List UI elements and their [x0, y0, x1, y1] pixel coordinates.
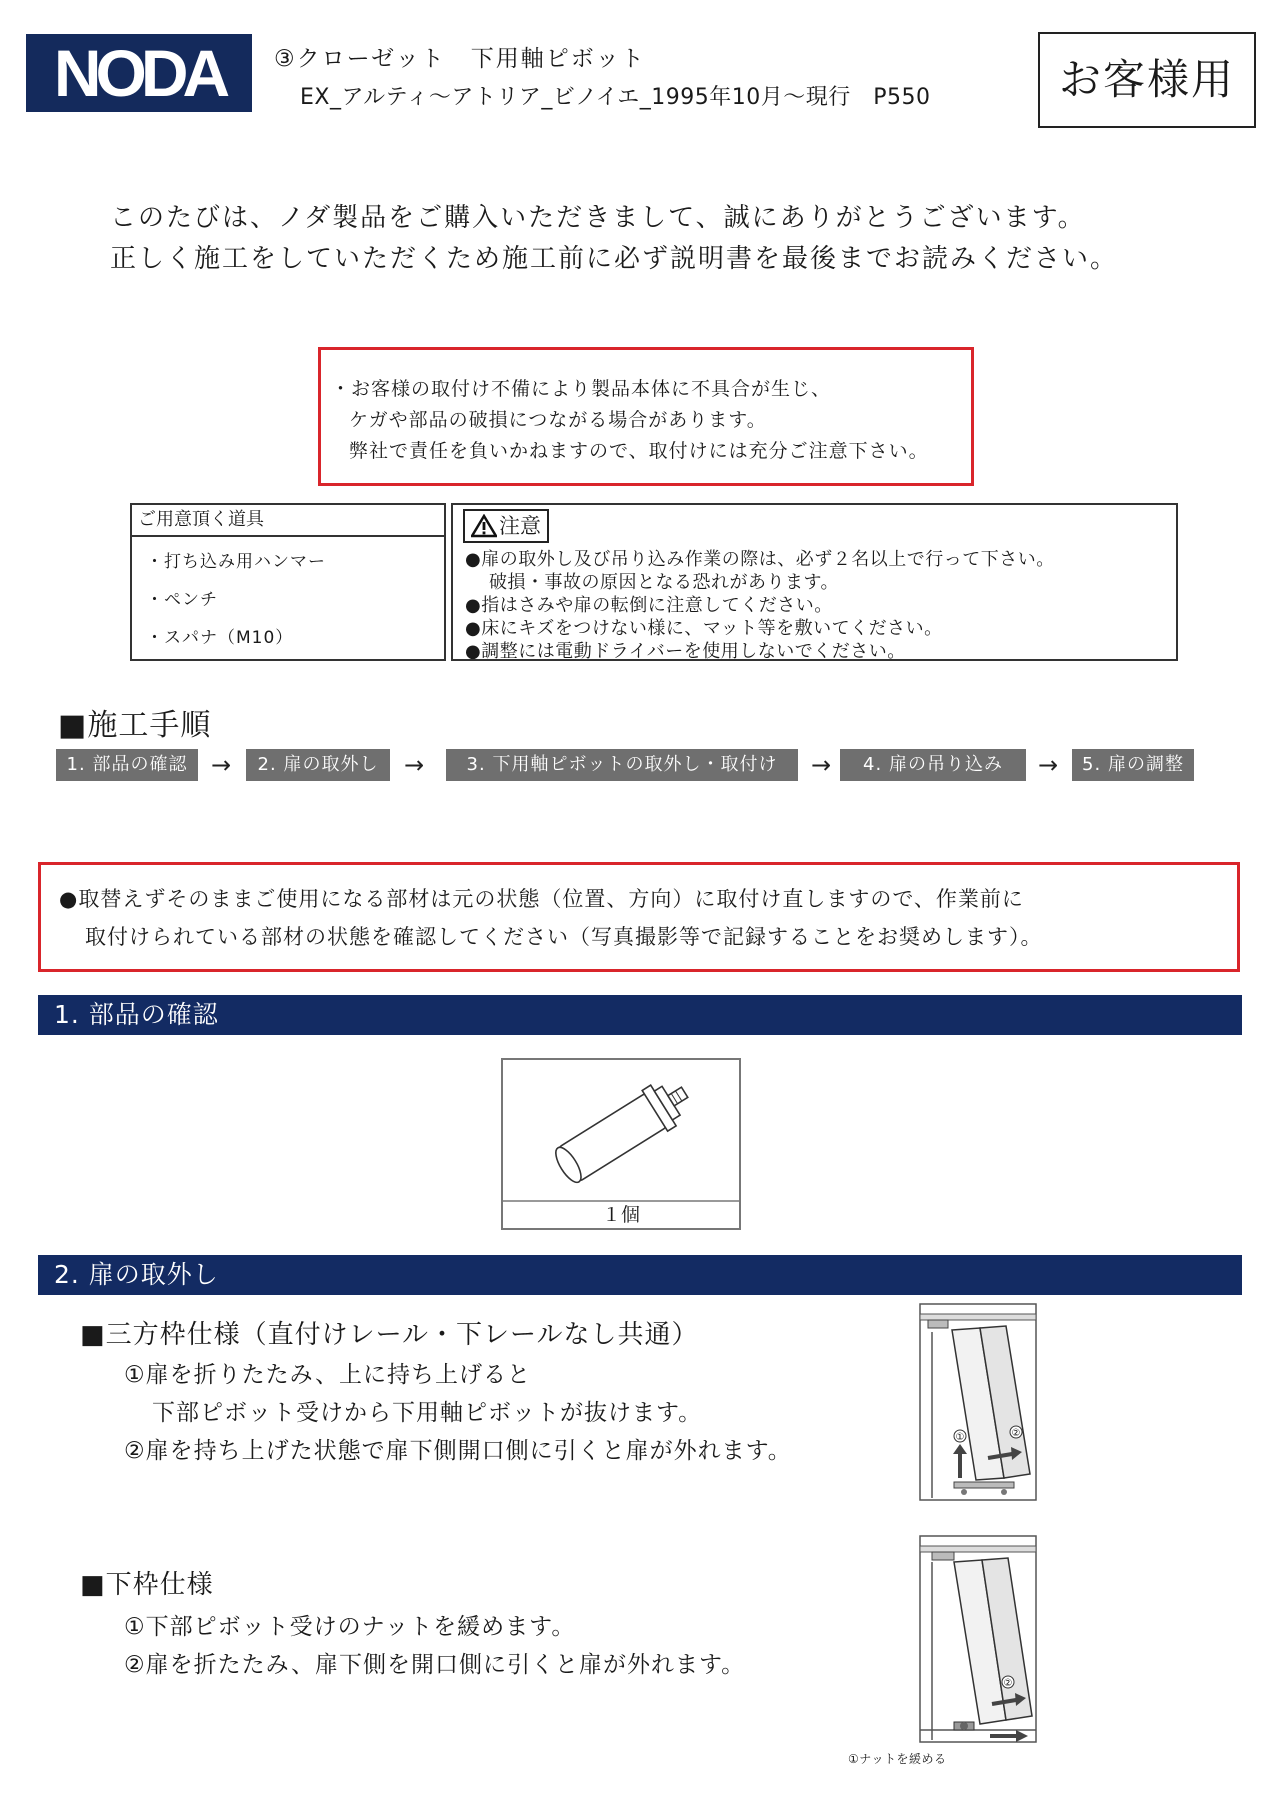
noda-logo: NODA: [26, 34, 252, 112]
part-figure-box: [501, 1058, 741, 1230]
document-title: ③クローゼット 下用軸ピボット: [274, 46, 646, 72]
disclaimer-line-1: ・お客様の取付け不備により製品本体に不具合が生じ、: [331, 378, 832, 400]
caution-line-3: ●指はさみや扉の転倒に注意してください。: [465, 595, 833, 616]
three-side-frame-heading: ■三方枠仕様（直付けレール・下レールなし共通）: [80, 1320, 699, 1350]
disclaimer-line-2: ケガや部品の破損につながる場合があります。: [349, 409, 767, 431]
greeting-line-1: このたびは、ノダ製品をご購入いただきまして、誠にありがとうございます。: [110, 203, 1086, 233]
procedure-step-3: 3. 下用軸ピボットの取外し・取付け: [446, 749, 798, 781]
document-subtitle: EX_アルティ～アトリア_ビノイエ_1995年10月～現行 P550: [300, 85, 931, 110]
caution-line-2: 破損・事故の原因となる恐れがあります。: [489, 572, 840, 593]
bottom-frame-step-2: ②扉を折たたみ、扉下側を開口側に引くと扉が外れます。: [124, 1652, 746, 1678]
procedure-heading: ■施工手順: [58, 708, 212, 743]
bottom-frame-heading: ■下枠仕様: [80, 1570, 214, 1600]
warning-triangle-icon: [471, 514, 497, 538]
door-removal-figure-1: [918, 1302, 1038, 1502]
part-quantity: １個: [503, 1200, 739, 1228]
figure-1-mark-2: ②: [1011, 1428, 1021, 1439]
notice-box: [38, 862, 1240, 972]
caution-line-4: ●床にキズをつけない様に、マット等を敷いてください。: [465, 618, 943, 639]
figure-2-mark-2: ②: [1003, 1678, 1013, 1689]
caution-label-text: 注意: [499, 514, 541, 538]
caution-box: [451, 503, 1178, 661]
tool-item-pliers: ・ペンチ: [146, 590, 218, 610]
door-removal-figure-2: [918, 1534, 1038, 1744]
procedure-step-1: 1. 部品の確認: [56, 749, 198, 781]
caution-label: [463, 509, 549, 543]
procedure-arrow-2: →: [404, 751, 425, 779]
procedure-step-5: 5. 扉の調整: [1072, 749, 1194, 781]
section-2-bar: 2. 扉の取外し: [38, 1255, 1242, 1295]
figure-2-caption: ①ナットを緩める: [848, 1752, 947, 1766]
caution-line-5: ●調整には電動ドライバーを使用しないでください。: [465, 641, 906, 662]
three-side-step-2: ②扉を持ち上げた状態で扉下側開口側に引くと扉が外れます。: [124, 1438, 792, 1464]
tool-item-spanner: ・スパナ（M10）: [146, 628, 294, 648]
caution-line-1: ●扉の取外し及び吊り込み作業の際は、必ず２名以上で行って下さい。: [465, 549, 1055, 570]
procedure-step-4: 4. 扉の吊り込み: [840, 749, 1026, 781]
tools-box: [130, 503, 446, 661]
three-side-step-1: ①扉を折りたたみ、上に持ち上げると: [124, 1362, 531, 1388]
procedure-arrow-4: →: [1038, 751, 1059, 779]
notice-line-1: ●取替えずそのままご使用になる部材は元の状態（位置、方向）に取付け直しますので、作業前に: [59, 887, 1024, 911]
notice-line-2: 取付けられている部材の状態を確認してください（写真撮影等で記録することをお奨めします）。: [85, 925, 1043, 949]
bottom-frame-step-1: ①下部ピボット受けのナットを緩めます。: [124, 1614, 576, 1640]
tool-item-hammer: ・打ち込み用ハンマー: [146, 552, 326, 572]
greeting-line-2: 正しく施工をしていただくため施工前に必ず説明書を最後までお読みください。: [110, 244, 1119, 274]
figure-1-mark-1: ①: [955, 1432, 965, 1443]
procedure-arrow-3: →: [811, 751, 832, 779]
pivot-part-illustration: [503, 1060, 739, 1200]
procedure-arrow-1: →: [211, 751, 232, 779]
customer-badge: お客様用: [1038, 32, 1256, 128]
disclaimer-box: [318, 347, 974, 486]
tools-heading: ご用意頂く道具: [132, 505, 444, 537]
section-1-bar: 1. 部品の確認: [38, 995, 1242, 1035]
three-side-step-1-cont: 下部ピボット受けから下用軸ピボットが抜けます。: [152, 1400, 703, 1426]
disclaimer-line-3: 弊社で責任を負いかねますので、取付けには充分ご注意下さい。: [349, 440, 929, 462]
procedure-step-2: 2. 扉の取外し: [246, 749, 390, 781]
